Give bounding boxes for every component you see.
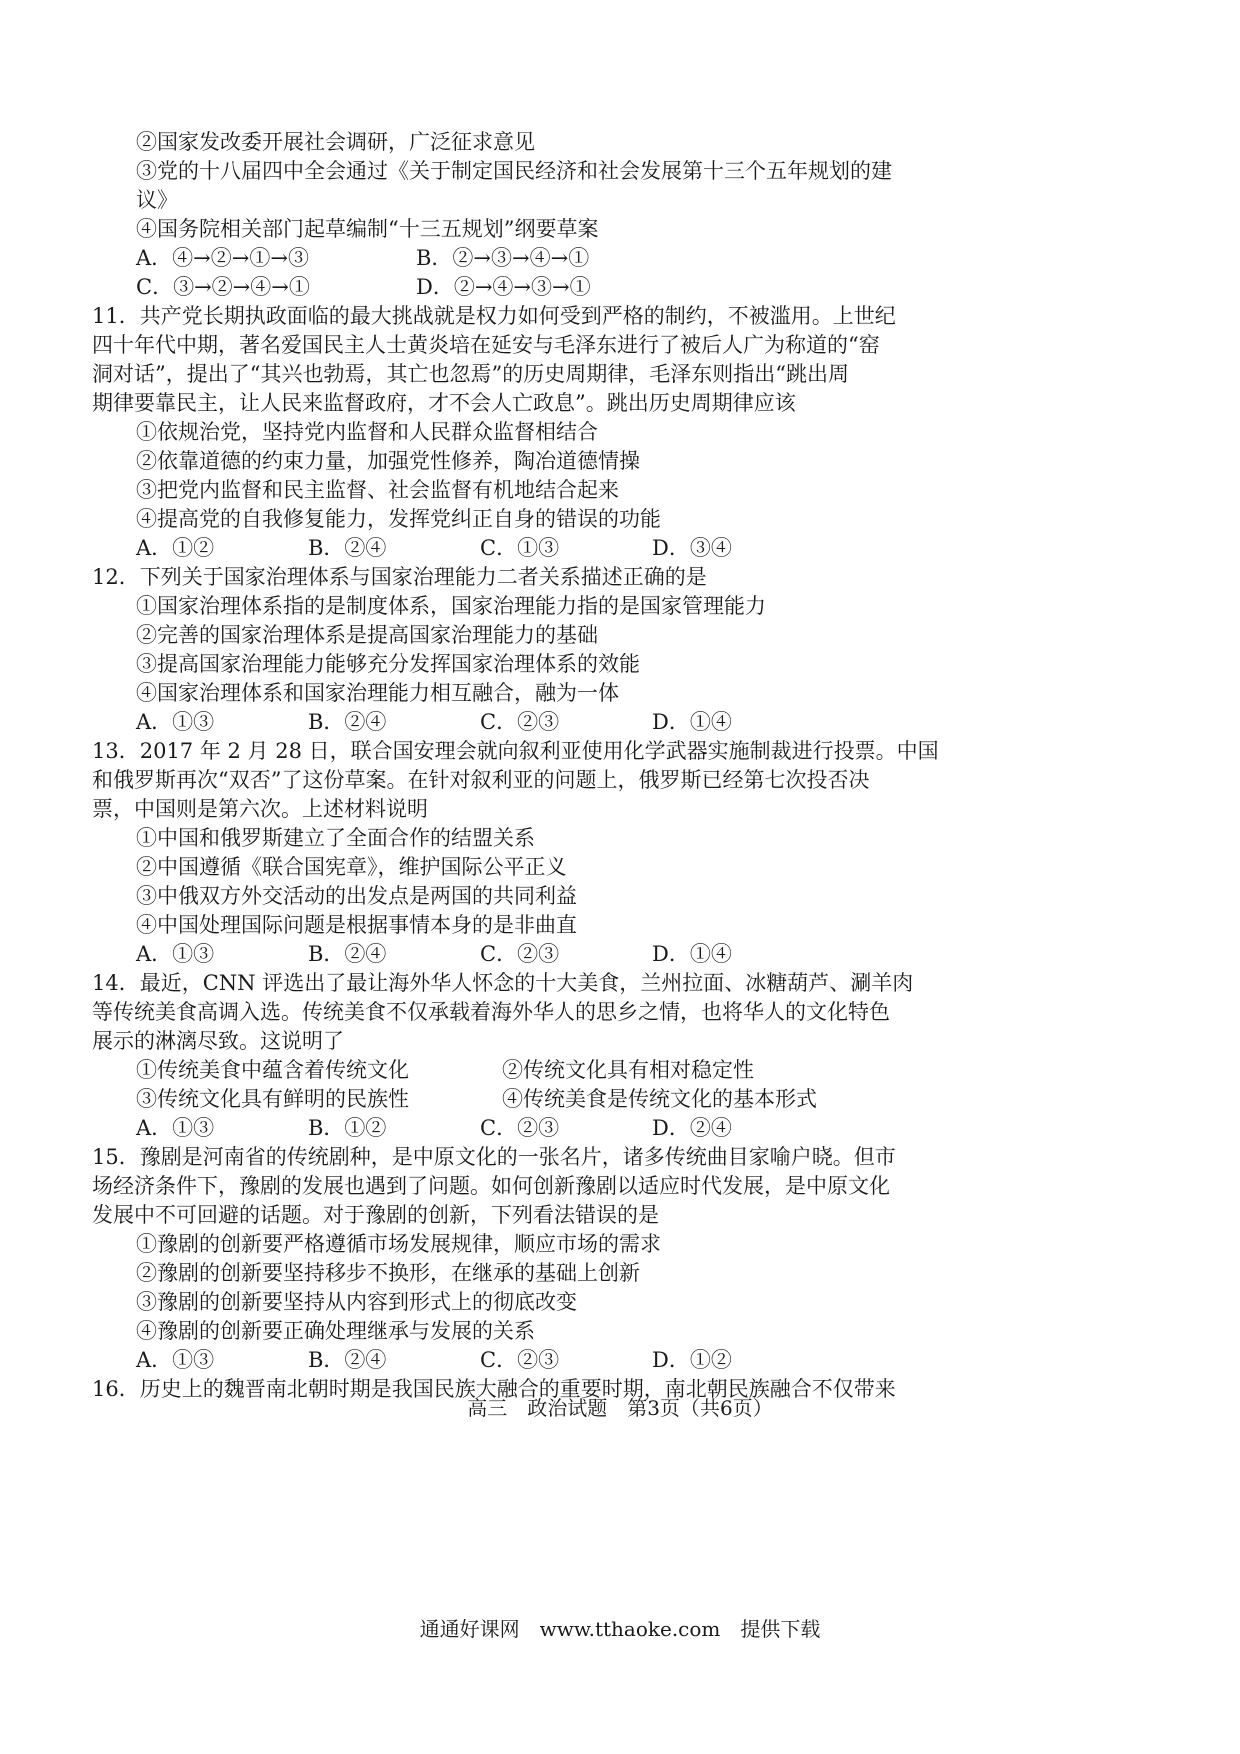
q14-items-row — [92, 1056, 1142, 1085]
q10-item: ④国务院相关部门起草编制“十三五规划”纲要草案 — [136, 217, 599, 241]
q11-stem: 洞对话”，提出了“其兴也勃焉，其亡也忽焉”的历史周期律，毛泽东则指出“跳出周 — [92, 362, 849, 386]
q13-stem: 13．2017 年 2 月 28 日，联合国安理会就向叙利亚使用化学武器实施制裁进行投票。中国 — [92, 739, 939, 763]
q10-option-b: B．②→③→④→① — [416, 246, 590, 270]
q15-option-a: A．①③ — [136, 1348, 215, 1372]
q12-option-b: B．②④ — [308, 710, 387, 734]
q11-options-row — [92, 534, 1142, 563]
q13-stem: 和俄罗斯再次“双否”了这份草案。在针对叙利亚的问题上，俄罗斯已经第七次投否决 — [92, 768, 870, 792]
q12-item: ①国家治理体系指的是制度体系，国家治理能力指的是国家管理能力 — [136, 594, 766, 618]
q13-option-d: D．①④ — [652, 942, 732, 966]
q12-option-c: C．②③ — [480, 710, 560, 734]
q15-stem: 15．豫剧是河南省的传统剧种，是中原文化的一张名片，诸多传统曲目家喻户晓。但市 — [92, 1145, 896, 1169]
question-10 — [92, 128, 1142, 302]
q12-option-a: A．①③ — [136, 710, 215, 734]
q15-item: ④豫剧的创新要正确处理继承与发展的关系 — [136, 1319, 535, 1343]
q10-options-row — [92, 273, 1142, 302]
q11-stem: 期律要靠民主，让人民来监督政府，才不会人亡政息”。跳出历史周期律应该 — [92, 391, 796, 415]
q15-option-b: B．②④ — [308, 1348, 387, 1372]
q11-item: ①依规治党，坚持党内监督和人民群众监督相结合 — [136, 420, 598, 444]
exam-content — [92, 128, 1142, 1404]
q11-item: ②依靠道德的约束力量，加强党性修养，陶冶道德情操 — [136, 449, 640, 473]
q10-option-c: C．③→②→④→① — [136, 275, 310, 299]
q10-item: ③党的十八届四中全会通过《关于制定国民经济和社会发展第十三个五年规划的建 — [136, 159, 892, 183]
q14-item: ①传统美食中蕴含着传统文化 — [136, 1058, 409, 1082]
q11-option-a: A．①② — [136, 536, 215, 560]
q13-item: ①中国和俄罗斯建立了全面合作的结盟关系 — [136, 826, 535, 850]
q11-stem: 11．共产党长期执政面临的最大挑战就是权力如何受到严格的制约，不被滥用。上世纪 — [92, 304, 896, 328]
q10-options-row — [92, 244, 1142, 273]
q14-items-row — [92, 1085, 1142, 1114]
q12-item: ③提高国家治理能力能够充分发挥国家治理体系的效能 — [136, 652, 640, 676]
q13-item: ④中国处理国际问题是根据事情本身的是非曲直 — [136, 913, 577, 937]
question-13 — [92, 737, 1142, 969]
q11-option-b: B．②④ — [308, 536, 387, 560]
q14-item: ②传统文化具有相对稳定性 — [502, 1058, 754, 1082]
q11-item: ④提高党的自我修复能力，发挥党纠正自身的错误的功能 — [136, 507, 661, 531]
q15-option-c: C．②③ — [480, 1348, 560, 1372]
q12-option-d: D．①④ — [652, 710, 732, 734]
q12-item: ④国家治理体系和国家治理能力相互融合，融为一体 — [136, 681, 619, 705]
download-site-footer: 通通好课网 www.tthaoke.com 提供下载 — [419, 1617, 821, 1641]
q14-options-row — [92, 1114, 1142, 1143]
q12-item: ②完善的国家治理体系是提高国家治理能力的基础 — [136, 623, 598, 647]
q10-option-a: A．④→②→①→③ — [136, 246, 309, 270]
question-12 — [92, 563, 1142, 737]
q10-item: 议》 — [136, 188, 178, 212]
q13-item: ③中俄双方外交活动的出发点是两国的共同利益 — [136, 884, 577, 908]
q15-item: ②豫剧的创新要坚持移步不换形，在继承的基础上创新 — [136, 1261, 640, 1285]
question-11 — [92, 302, 1142, 563]
question-14 — [92, 969, 1142, 1143]
page-footer: 高三 政治试题 第3页（共6页） — [467, 1396, 773, 1420]
q14-stem: 等传统美食高调入选。传统美食不仅承载着海外华人的思乡之情，也将华人的文化特色 — [92, 1000, 890, 1024]
q13-option-c: C．②③ — [480, 942, 560, 966]
q14-option-d: D．②④ — [652, 1116, 732, 1140]
q11-item: ③把党内监督和民主监督、社会监督有机地结合起来 — [136, 478, 619, 502]
question-15 — [92, 1143, 1142, 1375]
q13-item: ②中国遵循《联合国宪章》，维护国际公平正义 — [136, 855, 567, 879]
q14-stem: 展示的淋漓尽致。这说明了 — [92, 1029, 344, 1053]
q15-item: ①豫剧的创新要严格遵循市场发展规律，顺应市场的需求 — [136, 1232, 661, 1256]
q14-option-b: B．①② — [308, 1116, 387, 1140]
q13-options-row — [92, 940, 1142, 969]
q15-options-row — [92, 1346, 1142, 1375]
q14-option-c: C．②③ — [480, 1116, 560, 1140]
q12-stem: 12．下列关于国家治理体系与国家治理能力二者关系描述正确的是 — [92, 565, 707, 589]
q14-option-a: A．①③ — [136, 1116, 215, 1140]
q13-stem: 票，中国则是第六次。上述材料说明 — [92, 797, 428, 821]
q15-stem: 场经济条件下，豫剧的发展也遇到了问题。如何创新豫剧以适应时代发展，是中原文化 — [92, 1174, 890, 1198]
q15-stem: 发展中不可回避的话题。对于豫剧的创新，下列看法错误的是 — [92, 1203, 659, 1227]
q12-options-row — [92, 708, 1142, 737]
q13-option-b: B．②④ — [308, 942, 387, 966]
q11-option-c: C．①③ — [480, 536, 560, 560]
q16-stem: 16．历史上的魏晋南北朝时期是我国民族大融合的重要时期，南北朝民族融合不仅带来 — [92, 1377, 896, 1401]
q15-option-d: D．①② — [652, 1348, 732, 1372]
q13-option-a: A．①③ — [136, 942, 215, 966]
q14-item: ④传统美食是传统文化的基本形式 — [502, 1087, 817, 1111]
q11-stem: 四十年代中期，著名爱国民主人士黄炎培在延安与毛泽东进行了被后人广为称道的“窑 — [92, 333, 880, 357]
q10-item: ②国家发改委开展社会调研，广泛征求意见 — [136, 130, 535, 154]
q10-option-d: D．②→④→③→① — [416, 275, 591, 299]
q14-stem: 14．最近，CNN 评选出了最让海外华人怀念的十大美食，兰州拉面、冰糖葫芦、涮羊肉 — [92, 971, 914, 995]
q11-option-d: D．③④ — [652, 536, 732, 560]
q15-item: ③豫剧的创新要坚持从内容到形式上的彻底改变 — [136, 1290, 577, 1314]
q14-item: ③传统文化具有鲜明的民族性 — [136, 1087, 409, 1111]
